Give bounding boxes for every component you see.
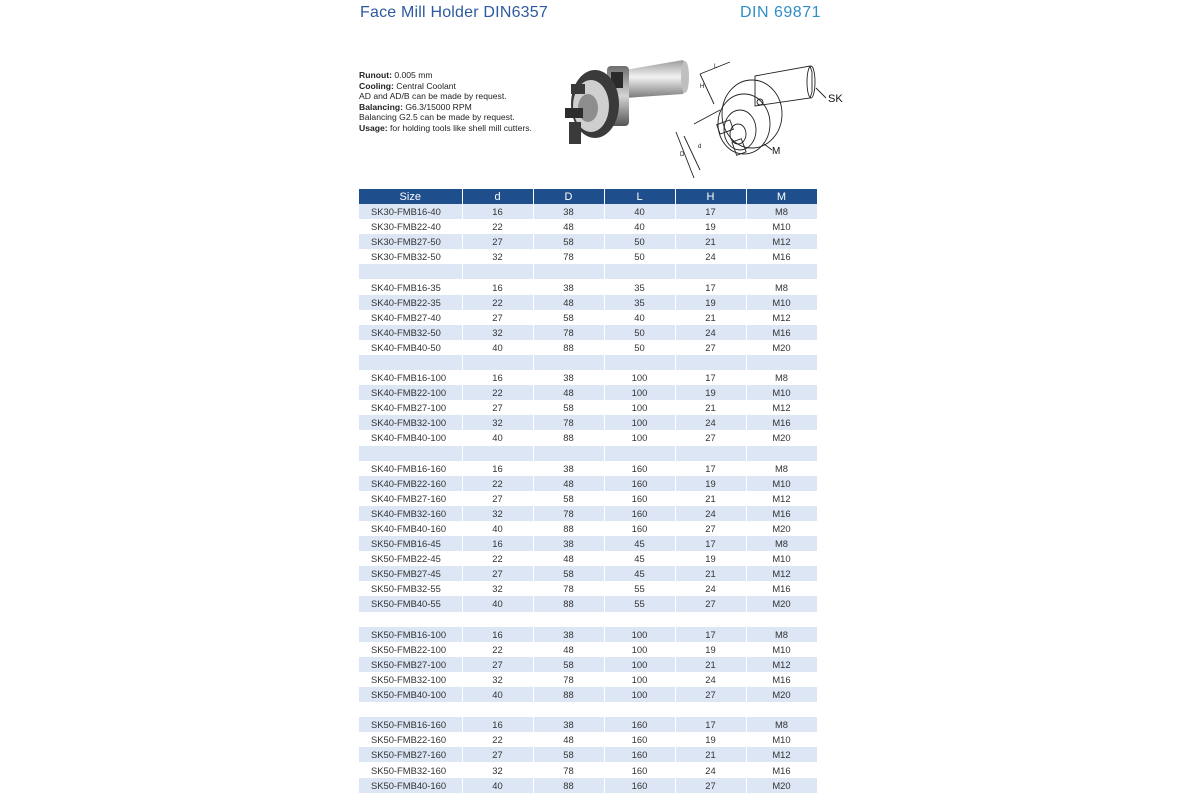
cell-H: 19 bbox=[675, 476, 746, 491]
col-header-M: M bbox=[746, 189, 817, 204]
cell-D: 78 bbox=[533, 415, 604, 430]
cell-M: M12 bbox=[746, 400, 817, 415]
cell-size: SK40-FMB22-100 bbox=[359, 385, 462, 400]
cell-L: 160 bbox=[604, 762, 675, 777]
cell-d bbox=[462, 264, 533, 279]
table-row bbox=[359, 295, 817, 310]
cell-L: 45 bbox=[604, 551, 675, 566]
col-header-H: H bbox=[675, 189, 746, 204]
cell-M bbox=[746, 355, 817, 370]
cell-L: 50 bbox=[604, 249, 675, 264]
cell-M: M12 bbox=[746, 657, 817, 672]
table-row bbox=[359, 566, 817, 581]
cell-L: 100 bbox=[604, 627, 675, 642]
cell-L: 50 bbox=[604, 234, 675, 249]
cell-H: 24 bbox=[675, 415, 746, 430]
cell-D: 58 bbox=[533, 491, 604, 506]
cell-H: 21 bbox=[675, 234, 746, 249]
cell-D: 78 bbox=[533, 249, 604, 264]
table-row bbox=[359, 249, 817, 264]
table-row bbox=[359, 279, 817, 294]
table-row bbox=[359, 702, 817, 717]
table-row bbox=[359, 521, 817, 536]
cell-D: 88 bbox=[533, 778, 604, 793]
cell-size: SK40-FMB32-100 bbox=[359, 415, 462, 430]
cell-M: M8 bbox=[746, 536, 817, 551]
cell-H: 24 bbox=[675, 249, 746, 264]
cell-M: M16 bbox=[746, 581, 817, 596]
cell-L: 45 bbox=[604, 536, 675, 551]
table-row bbox=[359, 476, 817, 491]
cell-M: M20 bbox=[746, 430, 817, 445]
table-row bbox=[359, 264, 817, 279]
cell-size: SK50-FMB27-160 bbox=[359, 747, 462, 762]
cell-H bbox=[675, 264, 746, 279]
din-standard-label: DIN 69871 bbox=[740, 4, 821, 21]
label-sk: SK bbox=[828, 93, 843, 105]
cell-D: 58 bbox=[533, 234, 604, 249]
cell-size: SK40-FMB27-40 bbox=[359, 310, 462, 325]
cell-size: SK40-FMB27-160 bbox=[359, 491, 462, 506]
cell-d: 32 bbox=[462, 249, 533, 264]
cell-d: 16 bbox=[462, 204, 533, 219]
col-header-d: d bbox=[462, 189, 533, 204]
cell-d: 40 bbox=[462, 521, 533, 536]
cell-D: 58 bbox=[533, 747, 604, 762]
label-l: L bbox=[714, 64, 718, 70]
label-m: M bbox=[772, 146, 781, 157]
cell-size: SK30-FMB22-40 bbox=[359, 219, 462, 234]
cell-d: 22 bbox=[462, 476, 533, 491]
cell-M: M20 bbox=[746, 778, 817, 793]
table-row bbox=[359, 204, 817, 219]
cell-D: 48 bbox=[533, 385, 604, 400]
cell-L: 40 bbox=[604, 204, 675, 219]
cell-H bbox=[675, 702, 746, 717]
table-header-row bbox=[359, 189, 817, 204]
cell-M: M12 bbox=[746, 566, 817, 581]
cell-L: 45 bbox=[604, 566, 675, 581]
cell-H: 17 bbox=[675, 279, 746, 294]
cell-d: 16 bbox=[462, 370, 533, 385]
table-row bbox=[359, 491, 817, 506]
cell-M: M16 bbox=[746, 672, 817, 687]
cell-L: 160 bbox=[604, 521, 675, 536]
table-row bbox=[359, 234, 817, 249]
cell-L bbox=[604, 612, 675, 627]
cell-L: 55 bbox=[604, 581, 675, 596]
cell-H bbox=[675, 446, 746, 461]
table-row bbox=[359, 672, 817, 687]
cell-size bbox=[359, 702, 462, 717]
cell-H: 27 bbox=[675, 596, 746, 611]
cell-H: 27 bbox=[675, 340, 746, 355]
table-row bbox=[359, 536, 817, 551]
cell-size: SK40-FMB27-100 bbox=[359, 400, 462, 415]
cell-d: 22 bbox=[462, 551, 533, 566]
cell-size: SK50-FMB16-100 bbox=[359, 627, 462, 642]
cell-D: 58 bbox=[533, 657, 604, 672]
cell-d: 16 bbox=[462, 461, 533, 476]
cell-L: 100 bbox=[604, 687, 675, 702]
cell-d: 40 bbox=[462, 687, 533, 702]
cell-H: 19 bbox=[675, 642, 746, 657]
cell-size: SK40-FMB40-100 bbox=[359, 430, 462, 445]
cell-M: M16 bbox=[746, 325, 817, 340]
cell-d: 16 bbox=[462, 717, 533, 732]
cell-D: 58 bbox=[533, 310, 604, 325]
cell-D: 88 bbox=[533, 596, 604, 611]
cell-d: 16 bbox=[462, 627, 533, 642]
cell-M: M12 bbox=[746, 234, 817, 249]
cell-d: 40 bbox=[462, 340, 533, 355]
spec-balancing: Balancing: G6.3/15000 RPM bbox=[359, 101, 472, 112]
cell-D: 78 bbox=[533, 506, 604, 521]
table-row bbox=[359, 370, 817, 385]
table-row bbox=[359, 657, 817, 672]
cell-size: SK30-FMB27-50 bbox=[359, 234, 462, 249]
table-row bbox=[359, 732, 817, 747]
cell-L: 40 bbox=[604, 310, 675, 325]
cell-d: 27 bbox=[462, 657, 533, 672]
cell-D: 38 bbox=[533, 536, 604, 551]
cell-size bbox=[359, 612, 462, 627]
cell-L: 55 bbox=[604, 596, 675, 611]
cell-d: 40 bbox=[462, 596, 533, 611]
cell-L: 160 bbox=[604, 747, 675, 762]
spec-usage: Usage: for holding tools like shell mill cutters. bbox=[359, 122, 532, 133]
cell-size: SK40-FMB22-160 bbox=[359, 476, 462, 491]
cell-D: 38 bbox=[533, 461, 604, 476]
cell-H: 27 bbox=[675, 430, 746, 445]
col-header-D: D bbox=[533, 189, 604, 204]
cell-size: SK40-FMB40-50 bbox=[359, 340, 462, 355]
cell-H: 21 bbox=[675, 747, 746, 762]
cell-H bbox=[675, 355, 746, 370]
cell-H: 17 bbox=[675, 204, 746, 219]
cell-D: 88 bbox=[533, 687, 604, 702]
cell-D: 58 bbox=[533, 400, 604, 415]
cell-D: 78 bbox=[533, 325, 604, 340]
cell-D: 78 bbox=[533, 581, 604, 596]
cell-M: M16 bbox=[746, 506, 817, 521]
cell-size: SK50-FMB27-100 bbox=[359, 657, 462, 672]
cell-H: 17 bbox=[675, 370, 746, 385]
cell-M: M16 bbox=[746, 415, 817, 430]
cell-L: 100 bbox=[604, 430, 675, 445]
cell-size bbox=[359, 446, 462, 461]
cell-M: M20 bbox=[746, 521, 817, 536]
size-table bbox=[359, 189, 818, 793]
table-row bbox=[359, 385, 817, 400]
cell-size: SK40-FMB40-160 bbox=[359, 521, 462, 536]
spec-cooling: Cooling: Central Coolant bbox=[359, 80, 456, 91]
cell-d: 22 bbox=[462, 385, 533, 400]
cell-D: 48 bbox=[533, 642, 604, 657]
cell-H: 24 bbox=[675, 672, 746, 687]
cell-size: SK50-FMB40-55 bbox=[359, 596, 462, 611]
cell-L: 160 bbox=[604, 476, 675, 491]
spec-notes bbox=[359, 70, 534, 133]
cell-size: SK40-FMB32-160 bbox=[359, 506, 462, 521]
cell-M: M20 bbox=[746, 687, 817, 702]
cell-M: M12 bbox=[746, 747, 817, 762]
cell-L: 100 bbox=[604, 370, 675, 385]
cell-size: SK50-FMB40-100 bbox=[359, 687, 462, 702]
cell-M: M8 bbox=[746, 204, 817, 219]
cell-L: 160 bbox=[604, 778, 675, 793]
table-row bbox=[359, 400, 817, 415]
cell-L: 100 bbox=[604, 385, 675, 400]
table-row bbox=[359, 778, 817, 793]
table-row bbox=[359, 310, 817, 325]
cell-M: M10 bbox=[746, 219, 817, 234]
cell-d: 22 bbox=[462, 295, 533, 310]
table-row bbox=[359, 446, 817, 461]
cell-H: 17 bbox=[675, 461, 746, 476]
cell-size: SK50-FMB22-45 bbox=[359, 551, 462, 566]
cell-D bbox=[533, 264, 604, 279]
cell-D: 38 bbox=[533, 717, 604, 732]
cell-d: 40 bbox=[462, 430, 533, 445]
cell-d bbox=[462, 355, 533, 370]
cell-M: M8 bbox=[746, 461, 817, 476]
cell-M: M12 bbox=[746, 310, 817, 325]
cell-d: 27 bbox=[462, 400, 533, 415]
cell-size: SK30-FMB16-40 bbox=[359, 204, 462, 219]
cell-size: SK50-FMB40-160 bbox=[359, 778, 462, 793]
cell-d: 16 bbox=[462, 536, 533, 551]
col-header-size: Size bbox=[359, 189, 462, 204]
cell-H: 24 bbox=[675, 325, 746, 340]
cell-H: 21 bbox=[675, 400, 746, 415]
table-row bbox=[359, 219, 817, 234]
cell-H: 24 bbox=[675, 506, 746, 521]
cell-size bbox=[359, 355, 462, 370]
cell-L bbox=[604, 702, 675, 717]
cell-H: 19 bbox=[675, 295, 746, 310]
cell-D: 78 bbox=[533, 762, 604, 777]
cell-H: 19 bbox=[675, 219, 746, 234]
cell-L: 35 bbox=[604, 279, 675, 294]
spec-cooling-note: AD and AD/B can be made by request. bbox=[359, 91, 507, 101]
cell-size bbox=[359, 264, 462, 279]
cell-M: M10 bbox=[746, 642, 817, 657]
table-row bbox=[359, 627, 817, 642]
table-row bbox=[359, 340, 817, 355]
cell-H: 21 bbox=[675, 310, 746, 325]
cell-M: M10 bbox=[746, 385, 817, 400]
page-title: Face Mill Holder DIN6357 bbox=[360, 4, 548, 21]
table-row bbox=[359, 581, 817, 596]
cell-D: 48 bbox=[533, 219, 604, 234]
cell-M: M8 bbox=[746, 279, 817, 294]
cell-H: 24 bbox=[675, 762, 746, 777]
cell-d bbox=[462, 702, 533, 717]
table-row bbox=[359, 762, 817, 777]
cell-D: 38 bbox=[533, 204, 604, 219]
cell-M: M10 bbox=[746, 295, 817, 310]
cell-size: SK50-FMB16-160 bbox=[359, 717, 462, 732]
cell-d: 27 bbox=[462, 566, 533, 581]
cell-L bbox=[604, 446, 675, 461]
cell-H: 21 bbox=[675, 566, 746, 581]
cell-D bbox=[533, 612, 604, 627]
cell-size: SK30-FMB32-50 bbox=[359, 249, 462, 264]
cell-L: 160 bbox=[604, 491, 675, 506]
cell-d: 32 bbox=[462, 581, 533, 596]
table-row bbox=[359, 325, 817, 340]
cell-D: 38 bbox=[533, 279, 604, 294]
cell-D: 78 bbox=[533, 672, 604, 687]
cell-D bbox=[533, 702, 604, 717]
cell-d: 32 bbox=[462, 506, 533, 521]
cell-size: SK50-FMB22-100 bbox=[359, 642, 462, 657]
cell-d: 16 bbox=[462, 279, 533, 294]
cell-M: M16 bbox=[746, 762, 817, 777]
col-header-L: L bbox=[604, 189, 675, 204]
table-row bbox=[359, 596, 817, 611]
cell-d: 32 bbox=[462, 762, 533, 777]
cell-L: 160 bbox=[604, 717, 675, 732]
cell-M: M20 bbox=[746, 596, 817, 611]
cell-d: 22 bbox=[462, 732, 533, 747]
cell-H: 19 bbox=[675, 551, 746, 566]
cell-size: SK50-FMB32-100 bbox=[359, 672, 462, 687]
table-row bbox=[359, 642, 817, 657]
cell-d: 27 bbox=[462, 310, 533, 325]
table-row bbox=[359, 612, 817, 627]
cell-L: 35 bbox=[604, 295, 675, 310]
cell-d: 22 bbox=[462, 219, 533, 234]
table-row bbox=[359, 717, 817, 732]
cell-D: 48 bbox=[533, 476, 604, 491]
cell-size: SK40-FMB16-100 bbox=[359, 370, 462, 385]
cell-M: M16 bbox=[746, 249, 817, 264]
cell-D: 38 bbox=[533, 370, 604, 385]
cell-d: 40 bbox=[462, 778, 533, 793]
cell-d: 32 bbox=[462, 415, 533, 430]
cell-D: 38 bbox=[533, 627, 604, 642]
cell-size: SK40-FMB22-35 bbox=[359, 295, 462, 310]
cell-M: M12 bbox=[746, 491, 817, 506]
cell-H: 27 bbox=[675, 687, 746, 702]
cell-L: 100 bbox=[604, 400, 675, 415]
cell-M: M10 bbox=[746, 732, 817, 747]
cell-M: M10 bbox=[746, 476, 817, 491]
cell-D: 58 bbox=[533, 566, 604, 581]
cell-H: 27 bbox=[675, 778, 746, 793]
cell-d: 32 bbox=[462, 325, 533, 340]
table-row bbox=[359, 355, 817, 370]
cell-M bbox=[746, 612, 817, 627]
cell-H: 17 bbox=[675, 717, 746, 732]
cell-size: SK50-FMB32-160 bbox=[359, 762, 462, 777]
table-row bbox=[359, 551, 817, 566]
cell-H: 17 bbox=[675, 627, 746, 642]
cell-H: 17 bbox=[675, 536, 746, 551]
cell-L: 100 bbox=[604, 642, 675, 657]
cell-L: 100 bbox=[604, 672, 675, 687]
cell-size: SK40-FMB16-160 bbox=[359, 461, 462, 476]
cell-D bbox=[533, 446, 604, 461]
cell-L: 100 bbox=[604, 415, 675, 430]
label-h: H bbox=[700, 84, 705, 90]
cell-size: SK40-FMB16-35 bbox=[359, 279, 462, 294]
cell-H: 24 bbox=[675, 581, 746, 596]
cell-d: 27 bbox=[462, 234, 533, 249]
cell-L: 100 bbox=[604, 657, 675, 672]
cell-M: M20 bbox=[746, 340, 817, 355]
cell-D: 48 bbox=[533, 551, 604, 566]
table-row bbox=[359, 747, 817, 762]
cell-M: M8 bbox=[746, 627, 817, 642]
cell-H: 19 bbox=[675, 732, 746, 747]
cell-L: 160 bbox=[604, 461, 675, 476]
table-body bbox=[359, 204, 817, 793]
technical-drawing bbox=[660, 44, 850, 184]
table-row bbox=[359, 415, 817, 430]
cell-d: 27 bbox=[462, 747, 533, 762]
cell-d: 27 bbox=[462, 491, 533, 506]
cell-size: SK50-FMB27-45 bbox=[359, 566, 462, 581]
cell-D: 88 bbox=[533, 340, 604, 355]
cell-d bbox=[462, 446, 533, 461]
cell-M: M10 bbox=[746, 551, 817, 566]
cell-size: SK50-FMB16-45 bbox=[359, 536, 462, 551]
cell-L: 160 bbox=[604, 506, 675, 521]
cell-L: 40 bbox=[604, 219, 675, 234]
cell-size: SK50-FMB32-55 bbox=[359, 581, 462, 596]
cell-d: 32 bbox=[462, 672, 533, 687]
cell-H bbox=[675, 612, 746, 627]
label-d-small: d bbox=[698, 144, 702, 150]
table-row bbox=[359, 506, 817, 521]
cell-d bbox=[462, 612, 533, 627]
label-d-big: D bbox=[680, 152, 685, 158]
cell-M: M8 bbox=[746, 370, 817, 385]
cell-L bbox=[604, 355, 675, 370]
cell-L bbox=[604, 264, 675, 279]
cell-D: 48 bbox=[533, 732, 604, 747]
cell-H: 27 bbox=[675, 521, 746, 536]
spec-balancing-note: Balancing G2.5 can be made by request. bbox=[359, 112, 515, 122]
cell-H: 21 bbox=[675, 491, 746, 506]
cell-M bbox=[746, 264, 817, 279]
cell-D bbox=[533, 355, 604, 370]
cell-H: 21 bbox=[675, 657, 746, 672]
cell-L: 160 bbox=[604, 732, 675, 747]
cell-M: M8 bbox=[746, 717, 817, 732]
cell-H: 19 bbox=[675, 385, 746, 400]
table-row bbox=[359, 430, 817, 445]
cell-d: 22 bbox=[462, 642, 533, 657]
spec-runout: Runout: 0.005 mm bbox=[359, 70, 433, 80]
table-row bbox=[359, 461, 817, 476]
cell-D: 48 bbox=[533, 295, 604, 310]
cell-size: SK40-FMB32-50 bbox=[359, 325, 462, 340]
cell-D: 88 bbox=[533, 521, 604, 536]
cell-L: 50 bbox=[604, 325, 675, 340]
cell-L: 50 bbox=[604, 340, 675, 355]
cell-M bbox=[746, 702, 817, 717]
cell-size: SK50-FMB22-160 bbox=[359, 732, 462, 747]
cell-D: 88 bbox=[533, 430, 604, 445]
cell-M bbox=[746, 446, 817, 461]
table-row bbox=[359, 687, 817, 702]
